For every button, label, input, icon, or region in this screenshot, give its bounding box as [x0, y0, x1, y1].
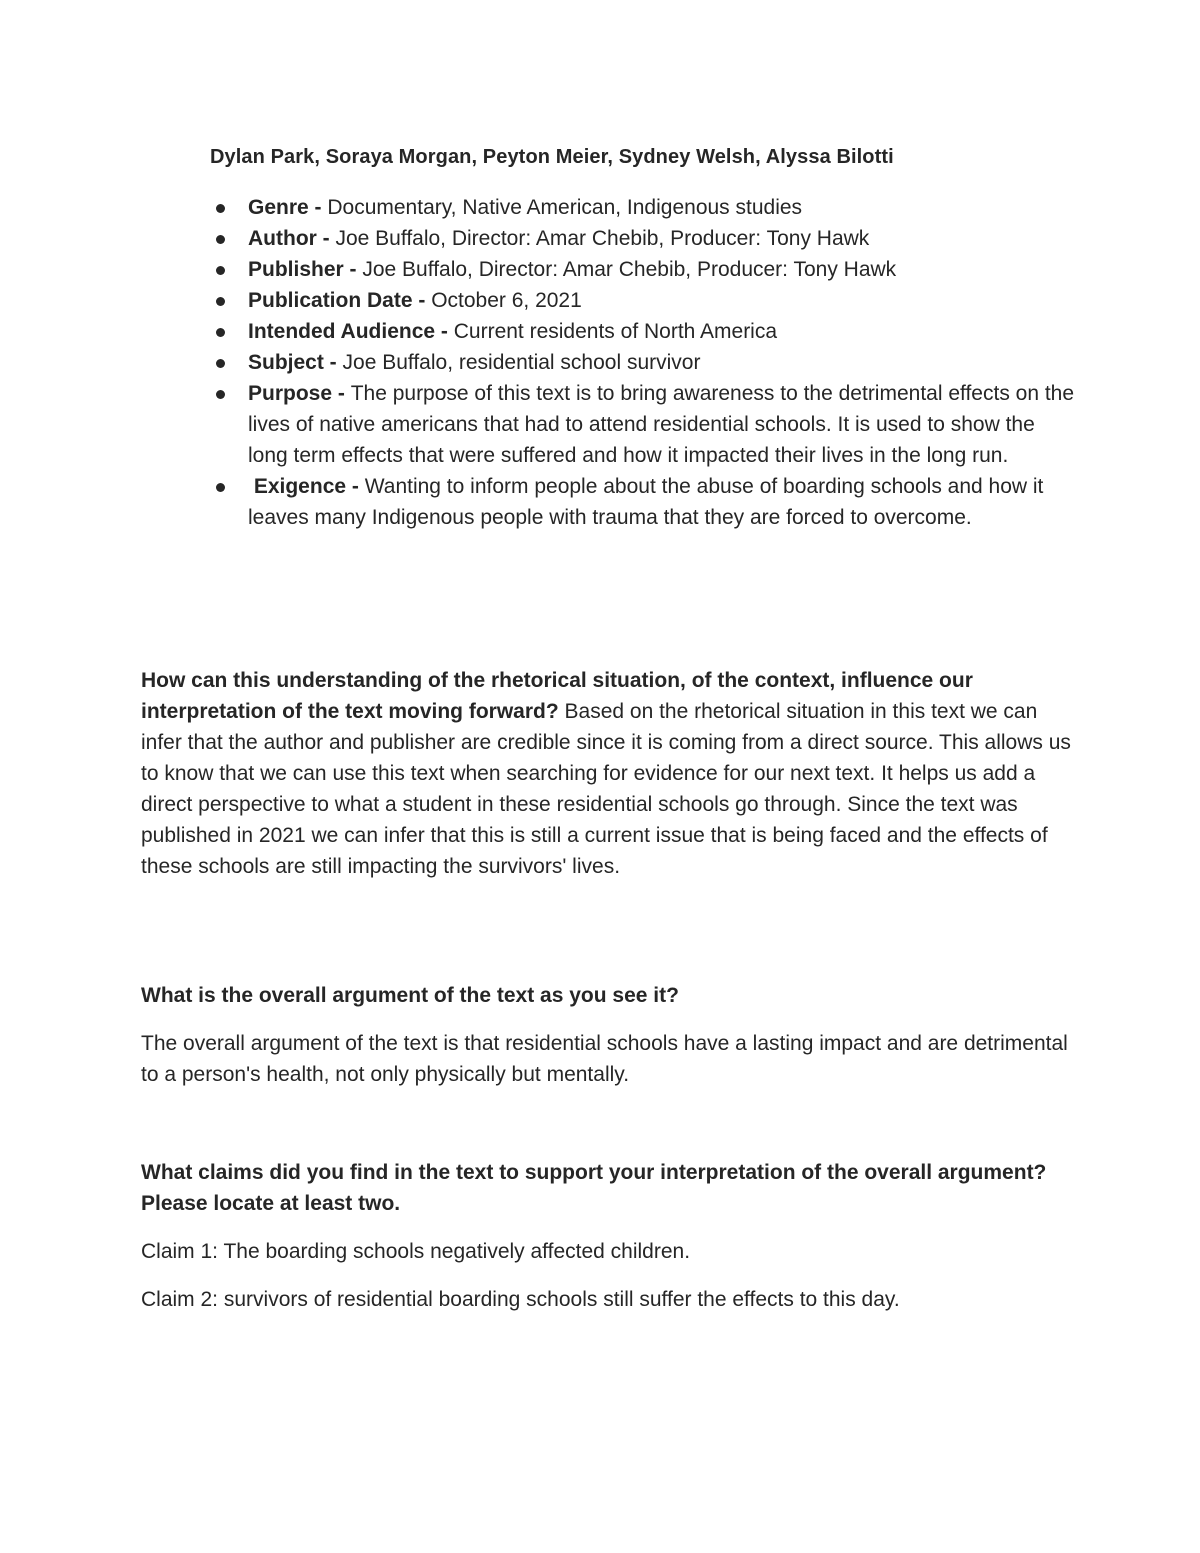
- info-item-genre: [248, 192, 1078, 223]
- info-value: Joe Buffalo, residential school survivor: [342, 351, 701, 374]
- info-label: Purpose -: [248, 382, 351, 405]
- info-label: Exigence -: [248, 475, 365, 498]
- bullet-icon: [216, 204, 225, 213]
- info-value: Wanting to inform people about the abuse of boarding schools and how it leaves many Indigenous people with trauma that they are forced to overcome.: [248, 475, 1044, 529]
- bullet-icon: [216, 328, 225, 337]
- info-item-exigence: [248, 471, 1078, 533]
- info-label: Genre -: [248, 196, 328, 219]
- rhetorical-info-list: [248, 192, 1078, 533]
- info-value: Current residents of North America: [453, 320, 778, 343]
- answer-text: The overall argument of the text is that residential schools have a lasting impact and are detrimental to a person's health, not only physically but mentally.: [141, 1032, 1068, 1086]
- question-heading: What claims did you find in the text to support your interpretation of the overall argument? Please locate at least two.: [141, 1161, 1047, 1215]
- info-item-publisher: [248, 254, 1078, 285]
- info-value: October 6, 2021: [431, 289, 582, 312]
- answer-text: Based on the rhetorical situation in this text we can infer that the author and publisher are credible since it is coming from a direct source. This allows us to know that we can use this text when searching for evidence for our next text. It helps us add a direct perspective to what a student in these residential schools go through. Since the text was published in 2021 we can infer that this is still a current issue that is being faced and the effects of these schools are still impacting the survivors' lives.: [141, 700, 1071, 878]
- claim-2-text: Claim 2: survivors of residential boarding schools still suffer the effects to this day.: [141, 1288, 900, 1311]
- info-item-intended-audience: [248, 316, 1078, 347]
- author-names: Dylan Park, Soraya Morgan, Peyton Meier, Sydney Welsh, Alyssa Bilotti: [210, 146, 894, 168]
- info-item-subject: [248, 347, 1078, 378]
- info-value: Joe Buffalo, Director: Amar Chebib, Producer: Tony Hawk: [362, 258, 897, 281]
- info-label: Author -: [248, 227, 336, 250]
- rhetorical-situation-section: [141, 665, 1071, 882]
- info-label: Publication Date -: [248, 289, 432, 312]
- info-value: The purpose of this text is to bring awareness to the detrimental effects on the lives of native americans that had to attend residential schools. It is used to show the long term effects that were suffered and how it impacted their lives in the long run.: [248, 382, 1075, 467]
- bullet-icon: [216, 266, 225, 275]
- claims-section: [141, 1157, 1071, 1315]
- bullet-icon: [216, 359, 225, 368]
- bullet-icon: [216, 297, 225, 306]
- info-label: Intended Audience -: [248, 320, 454, 343]
- info-item-purpose: [248, 378, 1078, 471]
- bullet-icon: [216, 235, 225, 244]
- info-item-author: [248, 223, 1078, 254]
- info-label: Publisher -: [248, 258, 363, 281]
- question-heading: How can this understanding of the rhetorical situation, of the context, influence our interpretation of the text moving forward?: [141, 669, 973, 723]
- claim-1-text: Claim 1: The boarding schools negatively affected children.: [141, 1240, 691, 1263]
- bullet-icon: [216, 483, 225, 492]
- overall-argument-section: [141, 980, 1071, 1090]
- bullet-icon: [216, 390, 225, 399]
- info-label: Subject -: [248, 351, 343, 374]
- info-value: Documentary, Native American, Indigenous studies: [327, 196, 803, 219]
- question-heading: What is the overall argument of the text as you see it?: [141, 984, 679, 1007]
- info-item-publication-date: [248, 285, 1078, 316]
- rhetorical-paragraph: [141, 665, 1071, 882]
- info-value: Joe Buffalo, Director: Amar Chebib, Producer: Tony Hawk: [335, 227, 870, 250]
